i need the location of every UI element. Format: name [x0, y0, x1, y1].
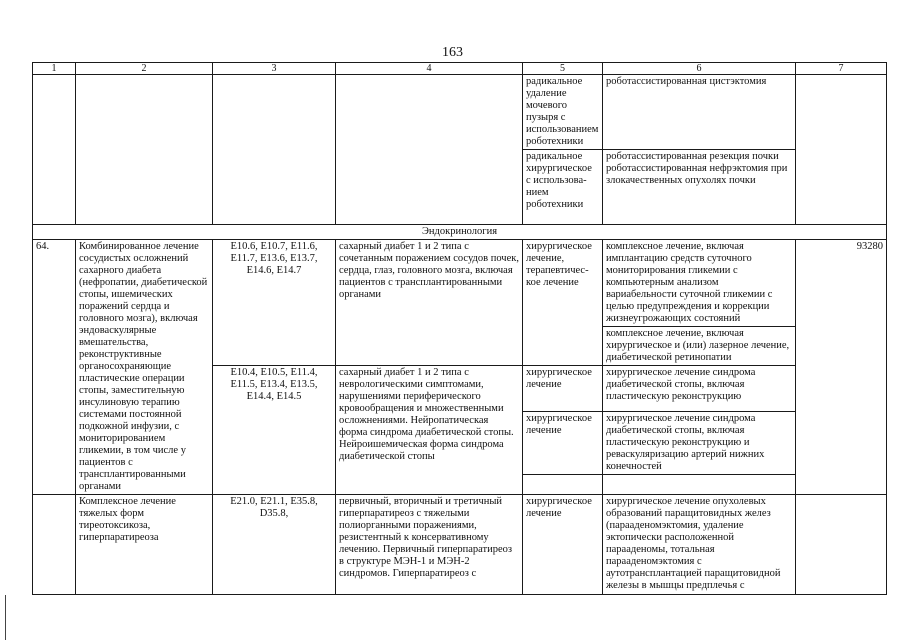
treatment-method-cell: комплексное лечение, включая имплантацию средств суточного мониторирования гликемии с компьютерным анализом вариабельности суточной гликемии с целью предупреждения и коррекции жизнеугрожающих состояний [603, 240, 796, 327]
care-name-cell: Комбинированное лечение сосудистых осложнений сахарного диабета (нефропатии, диабетической стопы, ишемических поражений сердца и головного мозга), включая эндоваскулярные вмешательства, реконструктивные органосохраняющие пластические операции стопы, заместительную инсулиновую терапию системами постоянной подкожной инфузии, с мониторированием гликемии, в том числе у пациентов с трансплантированными органами [76, 240, 213, 495]
treatment-method-cell: роботассистированная цистэктомия [603, 75, 796, 150]
treatment-method-cell: хирургическое лечение синдрома диабетической стопы, включая пластическую реконструкцию [603, 366, 796, 412]
empty-cell [213, 75, 336, 225]
column-header: 7 [796, 63, 887, 75]
column-header: 4 [336, 63, 523, 75]
treatment-type-cell: хирургическое лечение [523, 412, 603, 475]
treatment-method-cell: хирургическое лечение опухолевых образований паращитовидных желез (парааденомэктомия, удаление эктопически расположенной парааденомы, тотальная парааденомэктомия с аутотрансплантацией паращитовидной железы в мышцы предплечья с [603, 495, 796, 595]
empty-cell [76, 75, 213, 225]
icd-codes-cell: E10.6, E10.7, E11.6, E11.7, E13.6, E13.7, E14.6, E14.7 [213, 240, 336, 366]
table-row [33, 240, 887, 327]
page-number: 163 [442, 45, 463, 60]
column-header: 2 [76, 63, 213, 75]
empty-cell [796, 75, 887, 225]
row-number-cell: 64. [33, 240, 76, 495]
scan-edge-line [5, 595, 6, 640]
treatment-method-cell: комплексное лечение, включая хирургическое и (или) лазерное лечение, диабетической ретинопатии [603, 327, 796, 366]
empty-cell [33, 75, 76, 225]
column-header: 3 [213, 63, 336, 75]
table-row [33, 75, 887, 150]
empty-cell [336, 75, 523, 225]
section-title: Эндокринология [33, 225, 887, 240]
column-header-row [33, 63, 887, 75]
empty-cell [33, 495, 76, 595]
patient-model-cell: первичный, вторичный и третичный гиперпаратиреоз с тяжелыми полиорганными поражениями, резистентный к консервативному лечению. Первичный гиперпаратиреоз в структуре МЭН-1 и МЭН-2 синдромов. Гиперпаратиреоз с [336, 495, 523, 595]
treatment-method-cell: роботассистированная резекция почки роботассистированная нефрэктомия при злокачественных опухолях почки [603, 150, 796, 225]
column-header: 1 [33, 63, 76, 75]
treatment-type-cell: хирургическое лечение [523, 495, 603, 595]
column-header: 6 [603, 63, 796, 75]
table-row [33, 495, 887, 595]
patient-model-cell: сахарный диабет 1 и 2 типа с сочетанным поражением сосудов почек, сердца, глаз, головного мозга, включая пациентов с трансплантированными органами [336, 240, 523, 366]
column-header: 5 [523, 63, 603, 75]
patient-model-cell: сахарный диабет 1 и 2 типа с неврологическими симптомами, нарушениями периферического кровообращения и множественными осложнениями. Нейропатическая форма синдрома диабетической стопы. Нейроишемическая форма синдрома диабетической стопы [336, 366, 523, 495]
icd-codes-cell: E10.4, E10.5, E11.4, E11.5, E13.4, E13.5, E14.4, E14.5 [213, 366, 336, 495]
care-name-cell: Комплексное лечение тяжелых форм тиреотоксикоза, гиперпаратиреоза [76, 495, 213, 595]
icd-codes-cell: E21.0, E21.1, E35.8, D35.8, [213, 495, 336, 595]
medical-care-table [32, 62, 887, 595]
cost-cell: 93280 [796, 240, 887, 495]
section-row [33, 225, 887, 240]
empty-cell [796, 495, 887, 595]
treatment-type-cell: хирургическое лечение, терапевтичес-кое лечение [523, 240, 603, 366]
empty-cell [603, 475, 796, 495]
treatment-type-cell: хирургическое лечение [523, 366, 603, 412]
empty-cell [523, 475, 603, 495]
treatment-type-cell: радикальное хирургическое с использова-нием роботехники [523, 150, 603, 225]
treatment-method-cell: хирургическое лечение синдрома диабетической стопы, включая пластическую реконструкцию и реваскуляризацию артерий нижних конечностей [603, 412, 796, 475]
treatment-type-cell: радикальное удаление мочевого пузыря с использованием роботехники [523, 75, 603, 150]
